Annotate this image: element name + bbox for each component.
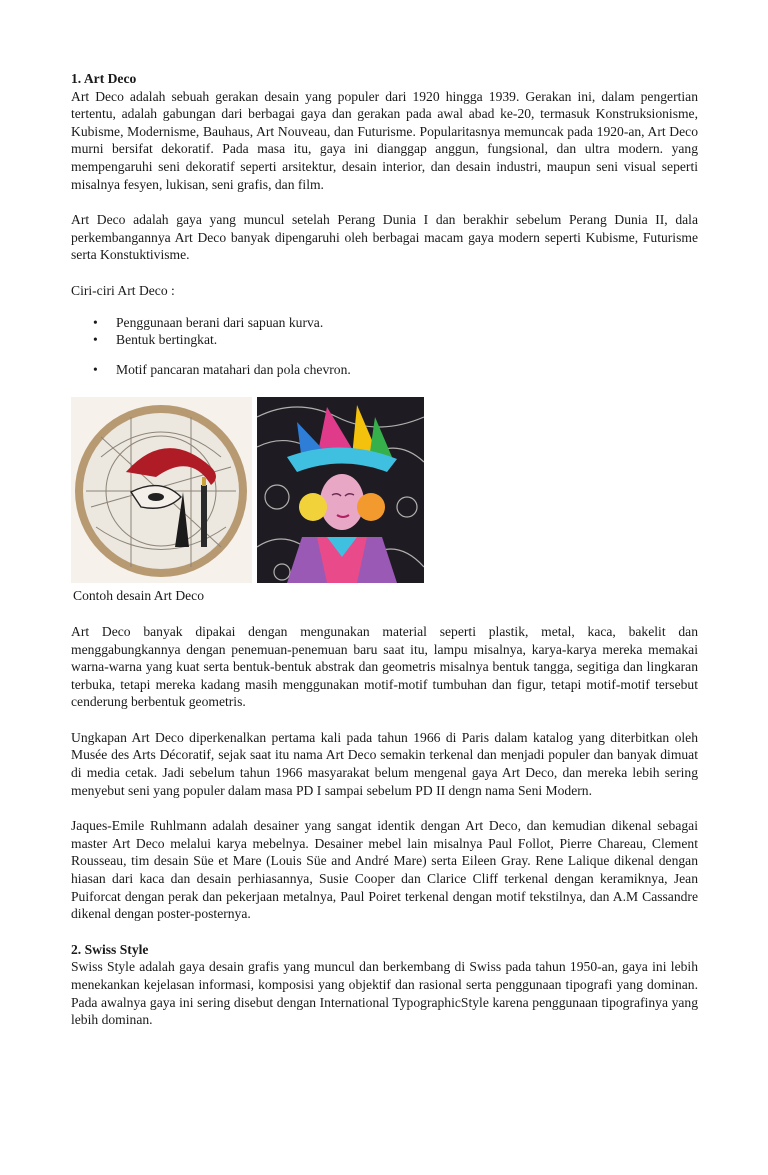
list-item: • Bentuk bertingkat. xyxy=(93,331,698,349)
ciri-ciri-label: Ciri-ciri Art Deco : xyxy=(71,282,175,298)
paragraph-art-deco-designers: Jaques-Emile Ruhlmann adalah desainer yang sangat identik dengan Art Deco, dan kemudian dikenal sebagai master Art Deco melalui karya mebelnya. Desainer mebel lain misalnya Paul Follot, Pierre Chareau, Clement Rousseau, tim desain Süe et Mare (Louis Süe and André Mare) serta Eileen Gray. Rene Lalique dikenal dengan hiasan dari kaca dan desain perhiasannya, Susie Cooper dan Clarice Cliff terkenal dengan keramiknya, Jean Puiforcat dengan perak dan pekerjaan metalnya, Paul Poiret terkenal dengan motif tekstilnya, dan A.M Cassandre dikenal dengan poster-posternya. xyxy=(71,818,698,922)
image-caption: Contoh desain Art Deco xyxy=(73,588,205,604)
list-item: • Motif pancaran matahari dan pola chevron. xyxy=(93,361,698,379)
paragraph-art-deco-intro: Art Deco adalah sebuah gerakan desain yang populer dari 1920 hingga 1939. Gerakan ini, dalam pengertian tertentu, adalah gabungan dari berbagai gaya dan gerakan pada awal abad ke-20, termasuk Konstruksionisme, Kubisme, Modernisme, Bauhaus, Art Nouveau, dan Futurisme. Popularitasnya memuncak pada 1920-an, Art Deco murni bersifat dekoratif. Pada masa itu, gaya ini dianggap anggun, fungsional, dan ultra modern. yang mempengaruhi seni dekoratif seperti arsitektur, desain interior, dan desain industri, maupun seni visual seperti misalnya fesyen, lukisan, seni grafis, dan film. xyxy=(71,88,698,192)
example-images xyxy=(71,397,698,586)
section-heading-art-deco: 1. Art Deco xyxy=(71,71,137,86)
paragraph-art-deco-materials: Art Deco banyak dipakai dengan mengunakan material seperti plastik, metal, kaca, bakelit dan menggabungkannya dengan penemuan-penemuan baru saat itu, lampu misalnya, karya-karya mereka memakai warna-warna yang kuat serta bentuk-bentuk abstrak dan geometris misalnya bentuk tangga, segitiga dan lingkaran terbuka, tetapi mereka kadang masih menggunakan motif-motif tumbuhan dan figur, tetapi motif-motif tersebut cenderung berbentuk geometris. xyxy=(71,623,698,710)
art-deco-circular-plate-image xyxy=(71,397,252,583)
paragraph-art-deco-term: Ungkapan Art Deco diperkenalkan pertama kali pada tahun 1966 di Paris dalam katalog yang diterbitkan oleh Musée des Arts Décoratif, sejak saat itu nama Art Deco semakin terkenal dan menjadi populer dan banyak dimuat di media cetak. Jadi sebelum tahun 1966 masyarakat belum mengenal gaya Art Deco, dan mereka lebih sering menyebut seni yang populer dalam masa PD I sampai sebelum PD II dengn nama Seni Modern. xyxy=(71,729,698,798)
section-heading-swiss-style: 2. Swiss Style xyxy=(71,941,149,957)
art-deco-colorful-figure-image xyxy=(257,397,424,583)
document-page xyxy=(71,70,698,1029)
paragraph-art-deco-history: Art Deco adalah gaya yang muncul setelah Perang Dunia I dan berakhir sebelum Perang Dunia II, dala perkembangannya Art Deco banyak dipengaruhi oleh berbagai macam gaya modern seperti Kubisme, Futurisme serta Konstuktivisme. xyxy=(71,212,698,263)
bullet-list xyxy=(71,314,698,379)
paragraph-swiss-style-intro: Swiss Style adalah gaya desain grafis yang muncul dan berkembang di Swiss pada tahun 1950-an, gaya ini lebih menekankan kejelasan informasi, komposisi yang objektif dan rasional serta penggunaan tipografi yang dominan. Pada awalnya gaya ini sering disebut dengan International TypographicStyle karena penggunaan tipografinya yang lebih dominan. xyxy=(71,959,698,1028)
list-item: • Penggunaan berani dari sapuan kurva. xyxy=(93,314,698,332)
